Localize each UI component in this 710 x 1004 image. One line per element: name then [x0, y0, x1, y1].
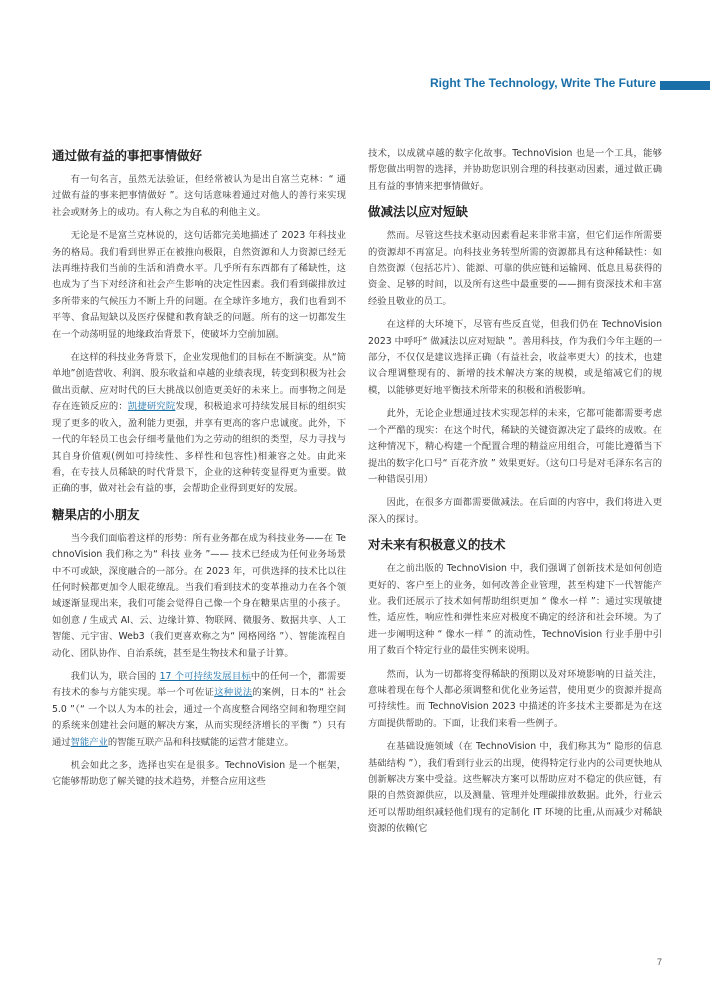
left-column [52, 146, 346, 798]
paragraph-text: 我们认为，联合国的 [70, 670, 160, 682]
paragraph: 在之前出版的 TechnoVision 中，我们强调了创新技术是如何创造更好的、客户至上的业务，如何改善企业管理，甚至构建下一代智能产业。我们还展示了技术如何帮助组织更加 “ 像水一样 ”：通过实现敏捷性，适应性，响应性和弹性来应对极度不确定的经济和社会环境。为了进一步阐明这种 “ 像水一样 ” 的流动性，TechnoVision 行业手册中引用了数百个特定行业的最佳实例来说明。 [368, 563, 662, 657]
paragraph: 然而。尽管这些技术驱动因素看起来非常丰富，但它们运作所需要的资源却不再富足。向科技业务转型所需的资源都具有这种稀缺性：如自然资源（包括芯片）、能源、可靠的供应链和运输网、低息且易获得的资金、足够的时间，以及所有这些中最重要的——拥有资深技术和丰富经验且敬业的员工。 [368, 230, 662, 307]
paragraph: 在基础设施领域（在 TechnoVision 中，我们称其为“ 隐形的信息基础结构 ”），我们看到行业云的出现，使得特定行业内的公司更快地从创新解决方案中受益。这些解决方案可以帮助应对不稳定的供应链，有限的自然资源供应，以及测量、管理并处理碳排放数据。此外，行业云还可以帮助组织减轻他们现有的定制化 IT 环境的比重,从而减少对稀缺资源的依赖(它 [368, 741, 662, 835]
right-column [368, 146, 662, 845]
paragraph [52, 669, 346, 751]
paragraph-text: 的智能互联产品和科技赋能的运营才能建立。 [107, 736, 294, 748]
paragraph-text: 的案例，日本的“ 社会 5.0 ”（“ 一个以人为本的社会，通过一个高度整合网络空间和物理空间的系统来创建社会问题的解决方案，从而实现经济增长的平衡 ”）只有通过 [52, 687, 346, 748]
sdg-link[interactable]: 17 个可持续发展目标 [159, 670, 251, 682]
paragraph-text: 中的任何一个，都需要有技术的参与方能实现。举一个可佐证 [52, 670, 346, 699]
paragraph: 机会如此之多，选择也实在是很多。TechnoVision 是一个框架，它能够帮助您了解关键的技术趋势，并整合应用这些 [52, 760, 346, 788]
paragraph: 有一句名言，虽然无法验证，但经常被认为是出自富兰克林：“ 通过做有益的事来把事情做好 ”。这句话意味着通过对他人的善行来实现社会或财务上的成功。有人称之为自私的利他主义。 [52, 174, 346, 218]
paragraph: 因此，在很多方面都需要做减法。在后面的内容中，我们将进入更深入的探讨。 [368, 497, 662, 525]
section-heading-doing-good: 通过做有益的事把事情做好 [52, 148, 203, 163]
section-heading-candy-store: 糖果店的小朋友 [52, 506, 140, 522]
paragraph: 在这样的大环境下，尽管有些反直觉，但我们仍在 TechnoVision 2023 中呼吁“ 做减法以应对短缺 ”。善用科技，作为我们今年主题的一部分，不仅仅是建议选择正确（有益社会，收益率更大）的技术，也建议合理调整现有的、新增的技术解决方案的规模，或是缩减它们的规模，以能够更好地平衡技术所带来的积极和消极影响。 [368, 319, 662, 396]
capgemini-research-link[interactable]: 凯捷研究院 [127, 401, 176, 413]
intelligent-industry-link[interactable]: 智能产业 [70, 736, 108, 748]
evidence-link[interactable]: 这种说法 [214, 687, 253, 699]
page-number: 7 [656, 957, 662, 967]
paragraph: 技术，以成就卓越的数字化故事。TechnoVision 也是一个工具，能够帮您做出明智的选择，并协助您识别合理的科技驱动因素，通过做正确且有益的事情来把事情做好。 [368, 148, 662, 192]
paragraph [52, 350, 346, 498]
paragraph: 当今我们面临着这样的形势：所有业务都在成为科技业务——在 TechnoVision 我们称之为“ 科技 业务 ”—— 技术已经成为任何业务场景中不可或缺，深度融合的一部分。在 2023 年，可供选择的技术比以往任何时候都更加令人眼花缭乱。当我们看到技术的变革推动力在各个领域逐渐显现出来，我们可能会觉得自己像一个身在糖果店里的小孩子。如创意 / 生成式 AI、云、边缘计算、物联网、微服务、数据共享、人工智能、元宇宙、Web3（我们更喜欢称之为“ 网格网络 ”）、智能流程自动化、团队协作、自治系统，甚至是生物技术和量子计算。 [52, 532, 346, 659]
paragraph: 此外，无论企业想通过技术实现怎样的未来，它都可能都需要考虑一个严酷的现实：在这个时代，稀缺的关键资源决定了最终的成败。在这种情况下，精心构建一个配置合理的精益应用组合，可能比遵循当下提出的数字化口号“ 百花齐放 ” 效果更好。（这句口号是对毛泽东名言的一种错误引用） [368, 408, 662, 485]
section-heading-positive-tech: 对未来有积极意义的技术 [368, 537, 506, 553]
paragraph-text: 发现，积极追求可持续发展目标的组织实现了更多的收入，盈利能力更强，并享有更高的客户忠诚度。此外，下一代的年轻员工也会仔细考量他们为之劳动的组织的类型，尽力寻找与其自身价值观(例如可持续性、多样性和包容性)相兼容之处。由此来看，在专技人员稀缺的时代背景下，企业的这种转变显得更为重要。做正确的事，做对社会有益的事，会帮助企业得到更好的发展。 [52, 401, 346, 495]
section-heading-subtraction: 做减法以应对短缺 [368, 204, 469, 220]
paragraph-text: 在这样的科技业务背景下，企业发现他们的目标在不断演变。从“简单地”创造营收、利润、股东收益和卓越的业绩表现，转变到积极为社会做出贡献、应对时代的巨大挑战以创造更美好的未来上。而事物之间是存在连锁反应的： [52, 352, 346, 413]
paragraph: 无论是不是富兰克林说的，这句话都完美地描述了 2023 年科技业务的格局。我们看到世界正在被推向极限，自然资源和人力资源已经无法再维持我们当前的生活和消费水平。几乎所有东西都有了稀缺性，这也成为了当下对经济和社会产生影响的决定性因素。我们看到碳排放过多所带来的气候压力不断上升的问题。在全球许多地方，我们也看到不平等、食品短缺以及医疗保健和教育缺乏的问题。所有的这一切都发生在一个动荡明显的地缘政治背景下，使破坏力空前加剧。 [52, 230, 346, 340]
header-accent-bar [660, 81, 710, 90]
paragraph: 然而，认为一切都将变得稀缺的预期以及对环境影响的日益关注，意味着现在每个人都必须调整和优化业务运营，使用更少的资源并提高可持续性。而 TechnoVision 2023 中描述的许多技术主要都是为在这方面提供帮助的。下面，让我们来看一些例子。 [368, 668, 662, 729]
header-tagline: Right The Technology, Write The Future [430, 76, 656, 90]
